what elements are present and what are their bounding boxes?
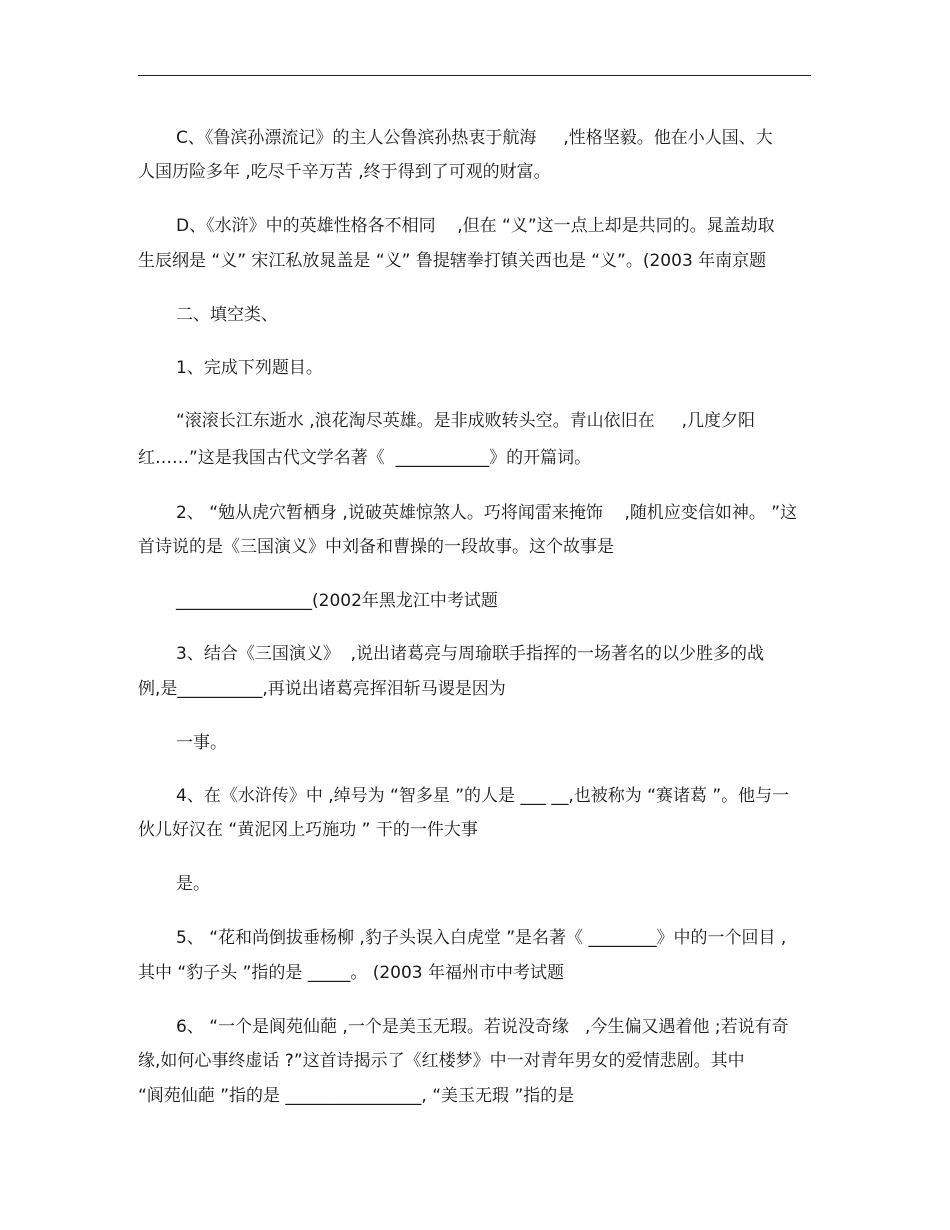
question-5-line-2: 其中 “豹子头 ”指的是 _____。 (2003 年福州市中考试题	[138, 963, 565, 983]
header-rule	[138, 75, 811, 76]
option-d-line-2: 生辰纲是 “义” 宋江私放晁盖是 “义” 鲁提辖拳打镇关西也是 “义”。(2003 年南京题	[138, 251, 767, 271]
question-6-line-3: “阆苑仙葩 ”指的是 ________________, “美玉无瑕 ”指的是	[138, 1086, 575, 1106]
question-1-line-1: “滚滚长江东逝水 ,浪花淘尽英雄。是非成败转头空。青山依旧在 ,几度夕阳	[176, 411, 756, 431]
question-1-prompt: 1、完成下列题目。	[176, 358, 323, 378]
section-heading: 二、填空类、	[176, 305, 278, 325]
question-4-line-2: 伙儿好汉在 “黄泥冈上巧施功 ” 干的一件大事	[138, 820, 478, 840]
question-6-line-2: 缘,如何心事终虚话 ?”这首诗揭示了《红楼梦》中一对青年男女的爱情悲剧。其中	[138, 1051, 745, 1071]
question-3-line-2: 例,是__________,再说出诸葛亮挥泪斩马谡是因为	[138, 679, 506, 699]
question-2-line-3: ________________(2002年黑龙江中考试题	[176, 591, 498, 611]
question-2-line-1: 2、 “勉从虎穴暂栖身 ,说破英雄惊煞人。巧将闻雷来掩饰 ,随机应变信如神。 ”这	[176, 503, 798, 523]
question-2-line-2: 首诗说的是《三国演义》中刘备和曹操的一段故事。这个故事是	[138, 537, 614, 557]
option-c-line-1: C、《鲁滨孙漂流记》的主人公鲁滨孙热衷于航海 ,性格坚毅。他在小人国、大	[176, 128, 773, 148]
question-4-line-3: 是。	[176, 874, 210, 894]
question-3-line-1: 3、结合《三国演义》 ,说出诸葛亮与周瑜联手指挥的一场著名的以少胜多的战	[176, 644, 765, 664]
question-1-line-2: 红……”这是我国古代文学名著《 ___________》的开篇词。	[138, 448, 592, 468]
question-4-line-1: 4、在《水浒传》中 ,绰号为 “智多星 ”的人是 ___ __,也被称为 “赛诸葛 ”。他与一	[176, 786, 790, 806]
option-d-line-1: D、《水浒》中的英雄性格各不相同 ,但在 “义”这一点上却是共同的。晁盖劫取	[176, 216, 775, 236]
question-3-line-3: 一事。	[176, 733, 227, 753]
question-6-line-1: 6、 “一个是阆苑仙葩 ,一个是美玉无瑕。若说没奇缘 ,今生偏又遇着他 ;若说有奇	[176, 1017, 789, 1037]
question-5-line-1: 5、 “花和尚倒拔垂杨柳 ,豹子头误入白虎堂 ”是名著《 ________》中的一个回目 ,	[176, 928, 787, 948]
option-c-line-2: 人国历险多年 ,吃尽千辛万苦 ,终于得到了可观的财富。	[138, 162, 551, 182]
